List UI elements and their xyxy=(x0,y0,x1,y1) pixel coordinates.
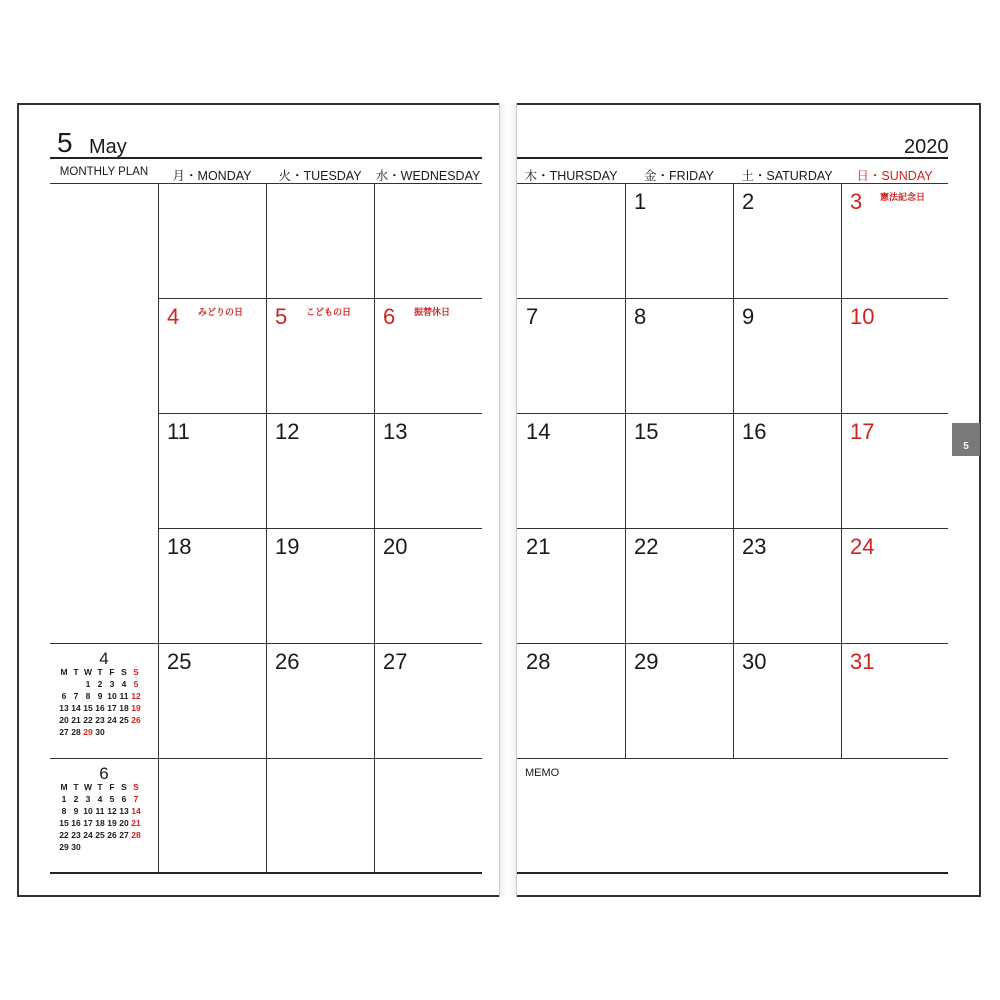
mini-day: 17 xyxy=(83,818,93,828)
mini-weekday-label: F xyxy=(109,782,115,792)
mini-day: 13 xyxy=(59,703,69,713)
mini-day xyxy=(130,726,142,738)
mini-day: 20 xyxy=(119,818,129,828)
mini-day: 25 xyxy=(95,830,105,840)
mini-weekday-label: S xyxy=(133,667,139,677)
mini-day: 23 xyxy=(71,830,81,840)
memo-label: MEMO xyxy=(525,767,560,779)
mini-day: 7 xyxy=(73,691,79,701)
mini-day: 16 xyxy=(95,703,105,713)
day-cell[interactable] xyxy=(517,183,625,298)
month-index-tab[interactable] xyxy=(952,423,980,456)
month-index-tab-label: 5 xyxy=(963,441,969,452)
left-header-top-rule xyxy=(50,157,482,159)
mini-day: 27 xyxy=(119,830,129,840)
mini-day xyxy=(130,841,142,853)
mini-day: 5 xyxy=(109,794,115,804)
mini-day xyxy=(118,726,130,738)
day-number: 31 xyxy=(850,649,875,674)
day-cell[interactable] xyxy=(158,183,266,298)
mini-day: 16 xyxy=(71,818,81,828)
mini-day: 15 xyxy=(83,703,93,713)
mini-day: 7 xyxy=(133,794,139,804)
mini-day: 24 xyxy=(107,715,117,725)
weekday-header: 金・FRIDAY xyxy=(644,169,714,183)
mini-calendar-title: 4 xyxy=(99,649,109,668)
mini-day: 4 xyxy=(97,794,103,804)
day-number: 26 xyxy=(275,649,300,674)
mini-weekday-label: W xyxy=(83,782,93,792)
mini-day: 9 xyxy=(73,806,79,816)
mini-day: 10 xyxy=(83,806,93,816)
mini-day: 11 xyxy=(95,806,105,816)
mini-day: 28 xyxy=(71,727,81,737)
mini-day: 10 xyxy=(107,691,117,701)
month-name: May xyxy=(89,136,127,158)
day-number: 10 xyxy=(850,304,875,329)
mini-day xyxy=(106,726,118,738)
mini-day: 9 xyxy=(97,691,103,701)
mini-day: 27 xyxy=(59,727,69,737)
holiday-name: こどもの日 xyxy=(306,307,352,317)
right-header-top-rule xyxy=(517,157,948,159)
mini-weekday-label: T xyxy=(73,667,79,677)
mini-day: 25 xyxy=(119,715,129,725)
mini-day xyxy=(94,841,106,853)
mini-weekday-label: F xyxy=(109,667,115,677)
day-number: 21 xyxy=(526,534,551,559)
mini-weekday-label: S xyxy=(121,667,127,677)
mini-day: 1 xyxy=(85,679,91,689)
mini-day: 3 xyxy=(85,794,91,804)
mini-day: 29 xyxy=(83,727,93,737)
mini-day: 4 xyxy=(121,679,127,689)
day-number: 5 xyxy=(275,304,288,329)
mini-day xyxy=(70,678,82,690)
day-number: 20 xyxy=(383,534,408,559)
day-number: 18 xyxy=(167,534,192,559)
weekday-header: 木・THURSDAY xyxy=(524,169,618,183)
mini-weekday-label: M xyxy=(60,782,68,792)
holiday-name: 振替休日 xyxy=(414,307,451,317)
mini-day: 30 xyxy=(95,727,105,737)
day-cell[interactable] xyxy=(158,758,266,873)
day-number: 27 xyxy=(383,649,408,674)
right-bottom-rule xyxy=(517,872,948,874)
mini-day: 18 xyxy=(119,703,129,713)
mini-day: 19 xyxy=(131,703,141,713)
weekday-header: 土・SATURDAY xyxy=(741,169,833,183)
mini-day: 23 xyxy=(95,715,105,725)
day-number: 8 xyxy=(634,304,647,329)
mini-calendar xyxy=(58,781,142,853)
day-number: 16 xyxy=(742,419,767,444)
mini-day xyxy=(82,841,94,853)
mini-day xyxy=(106,841,118,853)
mini-day: 2 xyxy=(73,794,79,804)
mini-day xyxy=(118,841,130,853)
mini-day: 5 xyxy=(133,679,139,689)
day-cell[interactable] xyxy=(266,758,374,873)
mini-weekday-label: T xyxy=(73,782,79,792)
day-number: 9 xyxy=(742,304,755,329)
mini-day: 18 xyxy=(95,818,105,828)
mini-day: 22 xyxy=(59,830,69,840)
mini-day: 12 xyxy=(107,806,117,816)
day-number: 12 xyxy=(275,419,300,444)
day-number: 23 xyxy=(742,534,767,559)
mini-weekday-label: W xyxy=(83,667,93,677)
day-number: 14 xyxy=(526,419,551,444)
day-number: 17 xyxy=(850,419,875,444)
day-cell[interactable] xyxy=(374,758,482,873)
day-number: 2 xyxy=(742,189,755,214)
mini-day: 13 xyxy=(119,806,129,816)
day-number: 7 xyxy=(526,304,539,329)
mini-day xyxy=(58,678,70,690)
day-number: 13 xyxy=(383,419,408,444)
mini-calendar-title: 6 xyxy=(99,764,109,783)
mini-weekday-label: T xyxy=(97,782,103,792)
day-number: 11 xyxy=(167,419,190,444)
mini-day: 21 xyxy=(131,818,141,828)
memo-area[interactable] xyxy=(517,758,948,872)
day-number: 28 xyxy=(526,649,551,674)
mini-day: 12 xyxy=(131,691,141,701)
mini-day: 8 xyxy=(85,691,91,701)
mini-day: 21 xyxy=(71,715,81,725)
mini-day: 2 xyxy=(97,679,103,689)
mini-day: 14 xyxy=(131,806,141,816)
mini-day: 19 xyxy=(107,818,117,828)
day-number: 19 xyxy=(275,534,300,559)
day-number: 4 xyxy=(167,304,180,329)
mini-day: 8 xyxy=(61,806,67,816)
mini-weekday-label: S xyxy=(121,782,127,792)
day-cell[interactable] xyxy=(374,183,482,298)
mini-day: 20 xyxy=(59,715,69,725)
mini-day: 22 xyxy=(83,715,93,725)
weekday-header: 月・MONDAY xyxy=(172,169,252,183)
day-number: 3 xyxy=(850,189,863,214)
day-number: 15 xyxy=(634,419,659,444)
mini-weekday-label: S xyxy=(133,782,139,792)
book-spine xyxy=(499,103,517,897)
day-number: 29 xyxy=(634,649,659,674)
month-number: 5 xyxy=(57,127,73,158)
day-number: 22 xyxy=(634,534,659,559)
holiday-name: みどりの日 xyxy=(198,307,244,317)
weekday-header: 水・WEDNESDAY xyxy=(375,169,481,183)
mini-weekday-label: T xyxy=(97,667,103,677)
mini-day: 26 xyxy=(107,830,117,840)
mini-day: 29 xyxy=(59,842,69,852)
mini-weekday-label: M xyxy=(60,667,68,677)
mini-day: 17 xyxy=(107,703,117,713)
mini-day: 30 xyxy=(71,842,81,852)
mini-day: 11 xyxy=(119,691,129,701)
day-number: 30 xyxy=(742,649,767,674)
mini-day: 6 xyxy=(61,691,67,701)
year-label: 2020 xyxy=(904,136,949,158)
day-number: 6 xyxy=(383,304,396,329)
mini-day: 26 xyxy=(131,715,141,725)
mini-day: 28 xyxy=(131,830,141,840)
mini-day: 6 xyxy=(121,794,127,804)
mini-day: 15 xyxy=(59,818,69,828)
day-cell[interactable] xyxy=(266,183,374,298)
mini-day: 1 xyxy=(61,794,67,804)
day-number: 1 xyxy=(634,189,647,214)
mini-day: 24 xyxy=(83,830,93,840)
weekday-header: 火・TUESDAY xyxy=(278,169,362,183)
holiday-name: 憲法記念日 xyxy=(880,192,926,202)
day-number: 24 xyxy=(850,534,875,559)
weekday-header: 日・SUNDAY xyxy=(856,169,933,183)
mini-calendar xyxy=(58,666,142,738)
monthly-plan-label: MONTHLY PLAN xyxy=(59,166,149,178)
mini-day: 3 xyxy=(109,679,115,689)
day-number: 25 xyxy=(167,649,192,674)
mini-day: 14 xyxy=(71,703,81,713)
